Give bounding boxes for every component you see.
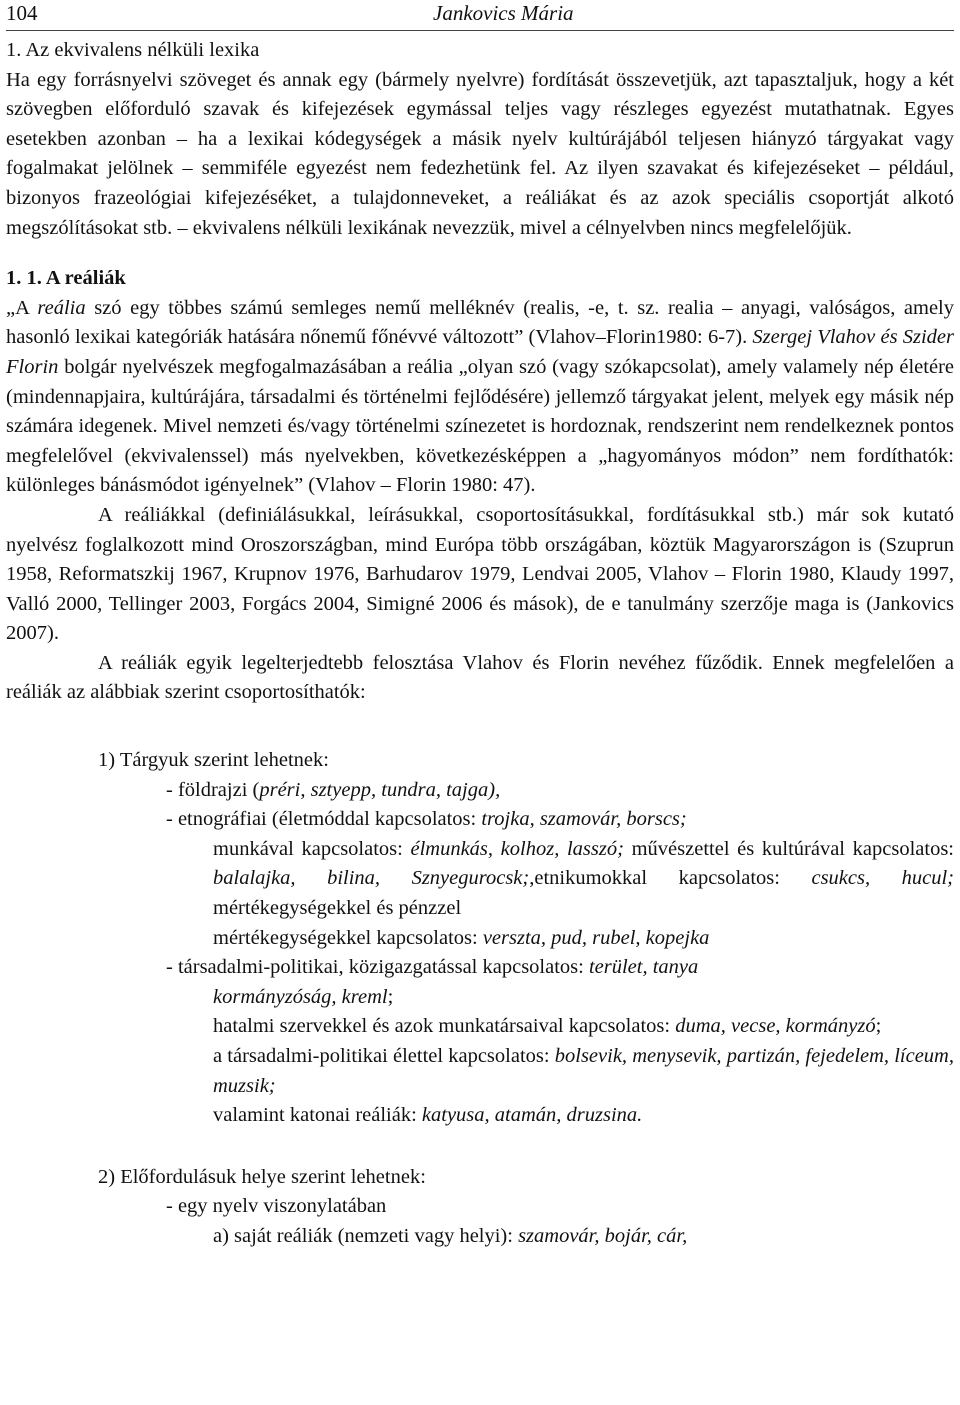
examples: szamovár, bojár, cár, bbox=[518, 1224, 688, 1247]
list-subitem bbox=[213, 983, 954, 1013]
list-item bbox=[166, 805, 954, 835]
examples: balalajka, bilina, Sznyegurocsk; bbox=[213, 867, 530, 890]
examples: trojka, szamovár, borscs; bbox=[481, 808, 687, 831]
examples: duma, vecse, kormányzó bbox=[675, 1015, 876, 1038]
text-run: hatalmi szervekkel és azok munkatársaival kapcsolatos: bbox=[213, 1015, 676, 1038]
list-item bbox=[166, 776, 954, 806]
definition-paragraph bbox=[6, 294, 954, 501]
text-run: szó egy többes számú semleges nemű melléknév (realis, -e, t. sz. realia – anyagi, valóságos, amely hasonló lexikai kategóriák hatására nőnemű főnévvé változott” (Vlahov–Florin1980: 6-7). bbox=[6, 296, 954, 349]
classification-paragraph: A reáliák egyik legelterjedtebb felosztása Vlahov és Florin nevéhez fűződik. Ennek megfelelően a reáliák az alábbiak szerint csoportosíthatók: bbox=[6, 651, 954, 704]
text-run: „A bbox=[6, 296, 38, 319]
text-run: ,etnikumokkal kapcsolatos: bbox=[529, 867, 812, 890]
text-run: a társadalmi-politikai élettel kapcsolatos: bbox=[213, 1045, 555, 1067]
list-subitem bbox=[213, 1012, 954, 1042]
italic-term: reália bbox=[37, 296, 86, 319]
list-heading: 2) Előfordulásuk helye szerint lehetnek: bbox=[98, 1165, 426, 1188]
subsection-heading: 1. 1. A reáliák bbox=[6, 267, 126, 290]
text-run: munkával kapcsolatos: bbox=[213, 837, 411, 860]
list-subitem bbox=[213, 1222, 954, 1252]
text-run: bolgár nyelvészek megfogalmazásában a reália „olyan szó (vagy szókapcsolat), amely valamely nép életére (mindennapjaira, kultúrájára, társadalmi és történelmi fejlődésére) jellemző tárgyakat jelent, melyek egy másik nép számára idegenek. Mivel nemzeti és/vagy történelmi színezetet is hordoznak, rendszerint nem rendelkeznek pontos megfelelővel (ekvivalenssel) más nyelvekben, következésképpen a „hagyományos módon” nem fordíthatók: különleges bánásmódot igényelnek” (Vlahov – Florin 1980: 47). bbox=[6, 355, 954, 497]
research-paragraph: A reáliákkal (definiálásukkal, leírásukkal, csoportosításukkal, fordításukkal stb.) már sok kutató nyelvész foglalkozott mind Oroszországban, mind Európa több országában, köztük Magyarországon is (Szuprun 1958, Reformatszkij 1967, Krupnov 1976, Barhudarov 1979, Lendvai 2005, Vlahov – Florin 1980, Klaudy 1997, Valló 2000, Tellinger 2003, Forgács 2004, Simigné 2006 és mások), de e tanulmány szerzője maga is (Jankovics 2007). bbox=[6, 503, 954, 645]
running-head: Jankovics Mária bbox=[433, 1, 574, 25]
examples: katyusa, atamán, druzsina. bbox=[421, 1104, 643, 1127]
section-heading: 1. Az ekvivalens nélküli lexika bbox=[6, 39, 260, 61]
examples: verszta, pud, rubel, kopejka bbox=[482, 926, 710, 949]
examples: csukcs, hucul; bbox=[811, 867, 954, 890]
examples: terület, tanya bbox=[588, 956, 699, 979]
list-heading: 1) Tárgyuk szerint lehetnek: bbox=[98, 749, 329, 772]
text-run: ; bbox=[387, 985, 394, 1008]
page-header bbox=[6, 0, 954, 31]
list-item: - egy nyelv viszonylatában bbox=[166, 1195, 387, 1218]
examples: kormányzóság, kreml bbox=[213, 985, 388, 1008]
text-run: művészettel és kultúrával kapcsolatos: bbox=[623, 837, 954, 860]
examples: bolsevik, menysevik, partizán, fejedelem, líceum, muzsik; bbox=[213, 1045, 954, 1097]
list-subitem bbox=[213, 1042, 954, 1101]
text-run: - földrajzi ( bbox=[166, 778, 260, 801]
spacer bbox=[6, 708, 954, 746]
list-subitem bbox=[213, 835, 954, 924]
examples: élmunkás, kolhoz, lasszó; bbox=[410, 837, 624, 860]
text-run: ; bbox=[875, 1015, 882, 1038]
body-text bbox=[6, 36, 954, 1252]
list-item bbox=[166, 953, 954, 983]
text-run: a) saját reáliák (nemzeti vagy helyi): bbox=[213, 1224, 519, 1247]
list-subitem bbox=[213, 924, 954, 954]
list-subitem bbox=[213, 1101, 954, 1131]
text-run: mértékegységekkel kapcsolatos: bbox=[213, 926, 483, 949]
italic-names: Szergej Vlahov és Szider Florin bbox=[6, 326, 954, 378]
spacer bbox=[6, 1131, 954, 1163]
page-number: 104 bbox=[6, 1, 38, 25]
text-run: valamint katonai reáliák: bbox=[213, 1104, 422, 1127]
intro-paragraph: Ha egy forrásnyelvi szöveget és annak egy (bármely nyelvre) fordítását összevetjük, azt tapasztaljuk, hogy a két szövegben előforduló szavak és kifejezések egymással teljes vagy részleges egyezést mutathatnak. Egyes esetekben azonban – ha a lexikai kódegységek a másik nyelv kultúrájából teljesen hiányzó tárgyakat vagy fogalmakat jelölnek – semmiféle egyezést nem fedezhetünk fel. Az ilyen szavakat és kifejezéseket – például, bizonyos frazeológiai kifejezéséket, a tulajdonneveket, a reáliákat és az azok speciális csoportját alkotó megszólításokat stb. – ekvivalens nélküli lexikának nevezzük, mivel a célnyelvben nincs megfelelőjük. bbox=[6, 68, 954, 239]
text-run: mértékegységekkel és pénzzel bbox=[213, 897, 462, 920]
examples: préri, sztyepp, tundra, tajga), bbox=[259, 778, 501, 801]
text-run: - etnográfiai (életmóddal kapcsolatos: bbox=[166, 808, 482, 831]
text-run: - társadalmi-politikai, közigazgatással kapcsolatos: bbox=[166, 956, 589, 979]
